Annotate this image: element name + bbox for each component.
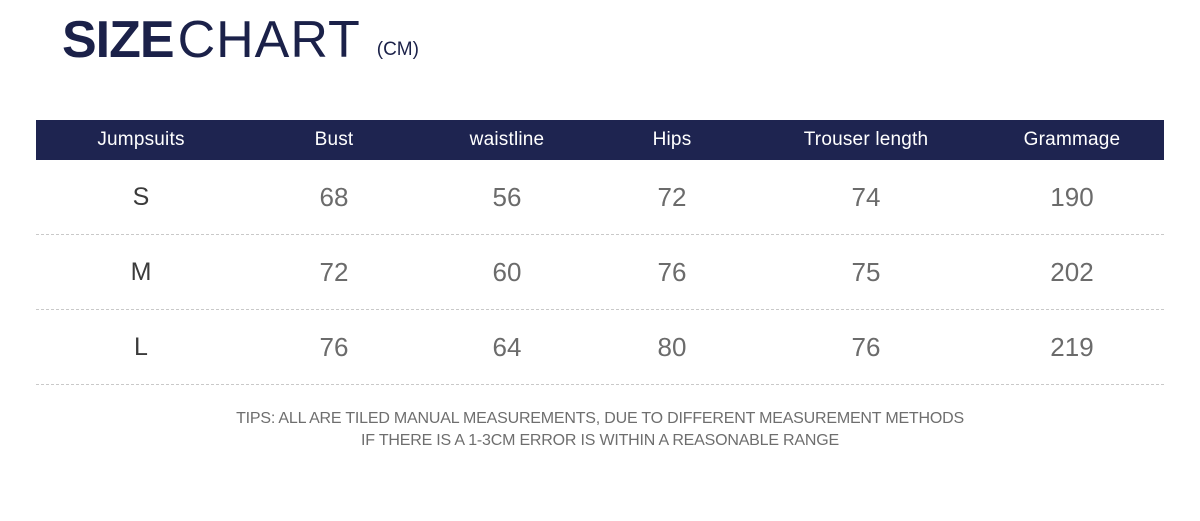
cell-bust: 68 bbox=[319, 181, 349, 212]
title-unit-text: (CM) bbox=[376, 39, 419, 60]
cell-size: L bbox=[134, 332, 148, 361]
cell-hips: 80 bbox=[657, 331, 687, 362]
table-row bbox=[36, 235, 1164, 310]
table-row bbox=[36, 160, 1164, 235]
cell-waistline: 56 bbox=[492, 181, 522, 212]
column-header-hips: Hips bbox=[652, 129, 692, 150]
title-light-text: CHART bbox=[177, 11, 361, 69]
cell-trouser-length: 74 bbox=[851, 181, 881, 212]
title-bold-text: SIZE bbox=[62, 11, 174, 69]
cell-grammage: 219 bbox=[1050, 331, 1094, 362]
cell-trouser-length: 75 bbox=[851, 256, 881, 287]
cell-size: S bbox=[132, 182, 150, 211]
cell-hips: 76 bbox=[657, 256, 687, 287]
cell-hips: 72 bbox=[657, 181, 687, 212]
cell-size: M bbox=[130, 257, 152, 286]
tips-line-2: IF THERE IS A 1-3CM ERROR IS WITHIN A REASONABLE RANGE bbox=[361, 431, 839, 449]
cell-bust: 72 bbox=[319, 256, 349, 287]
column-header-grammage: Grammage bbox=[1023, 129, 1121, 150]
column-header-waistline: waistline bbox=[469, 129, 545, 150]
page-title bbox=[62, 11, 419, 69]
cell-trouser-length: 76 bbox=[851, 331, 881, 362]
table-header-row bbox=[36, 120, 1164, 160]
cell-bust: 76 bbox=[319, 331, 349, 362]
tips-line-1: TIPS: ALL ARE TILED MANUAL MEASUREMENTS, DUE TO DIFFERENT MEASUREMENT METHODS bbox=[236, 410, 964, 427]
cell-grammage: 202 bbox=[1050, 256, 1094, 287]
size-table bbox=[36, 120, 1164, 385]
cell-waistline: 64 bbox=[492, 331, 522, 362]
table-row bbox=[36, 310, 1164, 385]
column-header-bust: Bust bbox=[314, 129, 354, 150]
column-header-trouser-length: Trouser length bbox=[803, 129, 929, 150]
tips-note bbox=[0, 408, 1200, 451]
cell-grammage: 190 bbox=[1050, 181, 1094, 212]
cell-waistline: 60 bbox=[492, 256, 522, 287]
column-header-jumpsuits: Jumpsuits bbox=[97, 129, 185, 150]
